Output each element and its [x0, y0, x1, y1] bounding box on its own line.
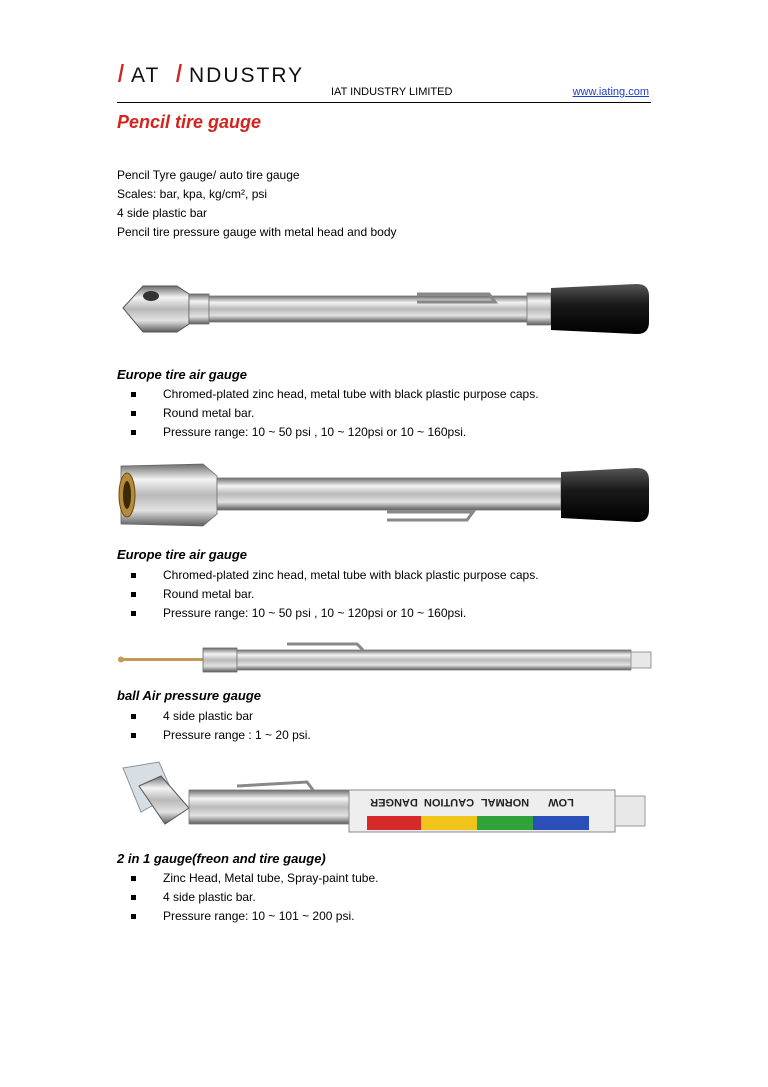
bullet-icon [131, 611, 136, 616]
list-item [117, 385, 539, 404]
page-title: Pencil tire gauge [117, 112, 262, 132]
website-link[interactable]: www.iating.com [572, 86, 649, 98]
list-item [117, 888, 378, 907]
page-header [117, 52, 651, 103]
logo-text-ndustry: NDUSTRY [189, 64, 305, 87]
bullet-icon [131, 592, 136, 597]
company-name: IAT INDUSTRY LIMITED [331, 86, 453, 98]
list-item [117, 907, 378, 926]
pencil-gauge-image [117, 272, 657, 344]
bullet-text: Pressure range : 1 ~ 20 psi. [163, 728, 311, 742]
bullet-text: Chromed-plated zinc head, metal tube with black plastic purpose caps. [163, 568, 539, 582]
logo-letter-i1: I [117, 58, 125, 88]
company-logo [117, 52, 317, 92]
intro-text [117, 166, 397, 242]
list-item [117, 585, 539, 604]
intro-line: Pencil Tyre gauge/ auto tire gauge [117, 168, 300, 182]
two-in-one-gauge-image [117, 760, 657, 840]
bullet-text: Pressure range: 10 ~ 50 psi , 10 ~ 120psi or 10 ~ 160psi. [163, 425, 467, 439]
bullet-icon [131, 430, 136, 435]
gauge-label-caution: CAUTION [423, 796, 475, 808]
list-item [117, 404, 539, 423]
logo-letter-i2: I [175, 58, 183, 88]
bullet-icon [131, 714, 136, 719]
list-item [117, 869, 378, 888]
list-item [117, 726, 311, 745]
gauge-label-danger: DANGER [370, 796, 418, 808]
bullet-text: Zinc Head, Metal tube, Spray-paint tube. [163, 871, 379, 885]
gauge-label-low: LOW [548, 796, 574, 808]
bullet-icon [131, 895, 136, 900]
product-title: Europe tire air gauge [117, 547, 248, 562]
intro-line: 4 side plastic bar [117, 206, 208, 220]
product-bullets [117, 869, 378, 926]
bullet-icon [131, 914, 136, 919]
list-item [117, 604, 539, 623]
europe-gauge-image [117, 458, 657, 532]
product-bullets [117, 385, 539, 442]
intro-line: Pencil tire pressure gauge with metal head and body [117, 225, 397, 239]
gauge-band-danger [367, 816, 421, 830]
bullet-text: Pressure range: 10 ~ 50 psi , 10 ~ 120psi or 10 ~ 160psi. [163, 606, 467, 620]
gauge-band-normal [477, 816, 533, 830]
product-title: Europe tire air gauge [117, 367, 248, 382]
bullet-text: Round metal bar. [163, 587, 255, 601]
gauge-band-low [533, 816, 589, 830]
ball-gauge-image [117, 634, 657, 682]
bullet-text: Round metal bar. [163, 406, 255, 420]
gauge-label-normal: NORMAL [480, 796, 530, 808]
list-item [117, 423, 539, 442]
bullet-icon [131, 411, 136, 416]
bullet-icon [131, 733, 136, 738]
bullet-text: Chromed-plated zinc head, metal tube with black plastic purpose caps. [163, 387, 539, 401]
gauge-band-caution [421, 816, 477, 830]
bullet-icon [131, 392, 136, 397]
bullet-icon [131, 876, 136, 881]
product-bullets [117, 707, 311, 745]
intro-line: Scales: bar, kpa, kg/cm², psi [117, 187, 268, 201]
logo-text-at: AT [131, 64, 161, 87]
bullet-text: Pressure range: 10 ~ 101 ~ 200 psi. [163, 909, 355, 923]
product-title: 2 in 1 gauge(freon and tire gauge) [117, 851, 326, 866]
bullet-icon [131, 573, 136, 578]
product-title: ball Air pressure gauge [117, 688, 262, 703]
list-item [117, 707, 311, 726]
list-item [117, 566, 539, 585]
bullet-text: 4 side plastic bar. [163, 890, 256, 904]
bullet-text: 4 side plastic bar [163, 709, 254, 723]
product-bullets [117, 566, 539, 623]
